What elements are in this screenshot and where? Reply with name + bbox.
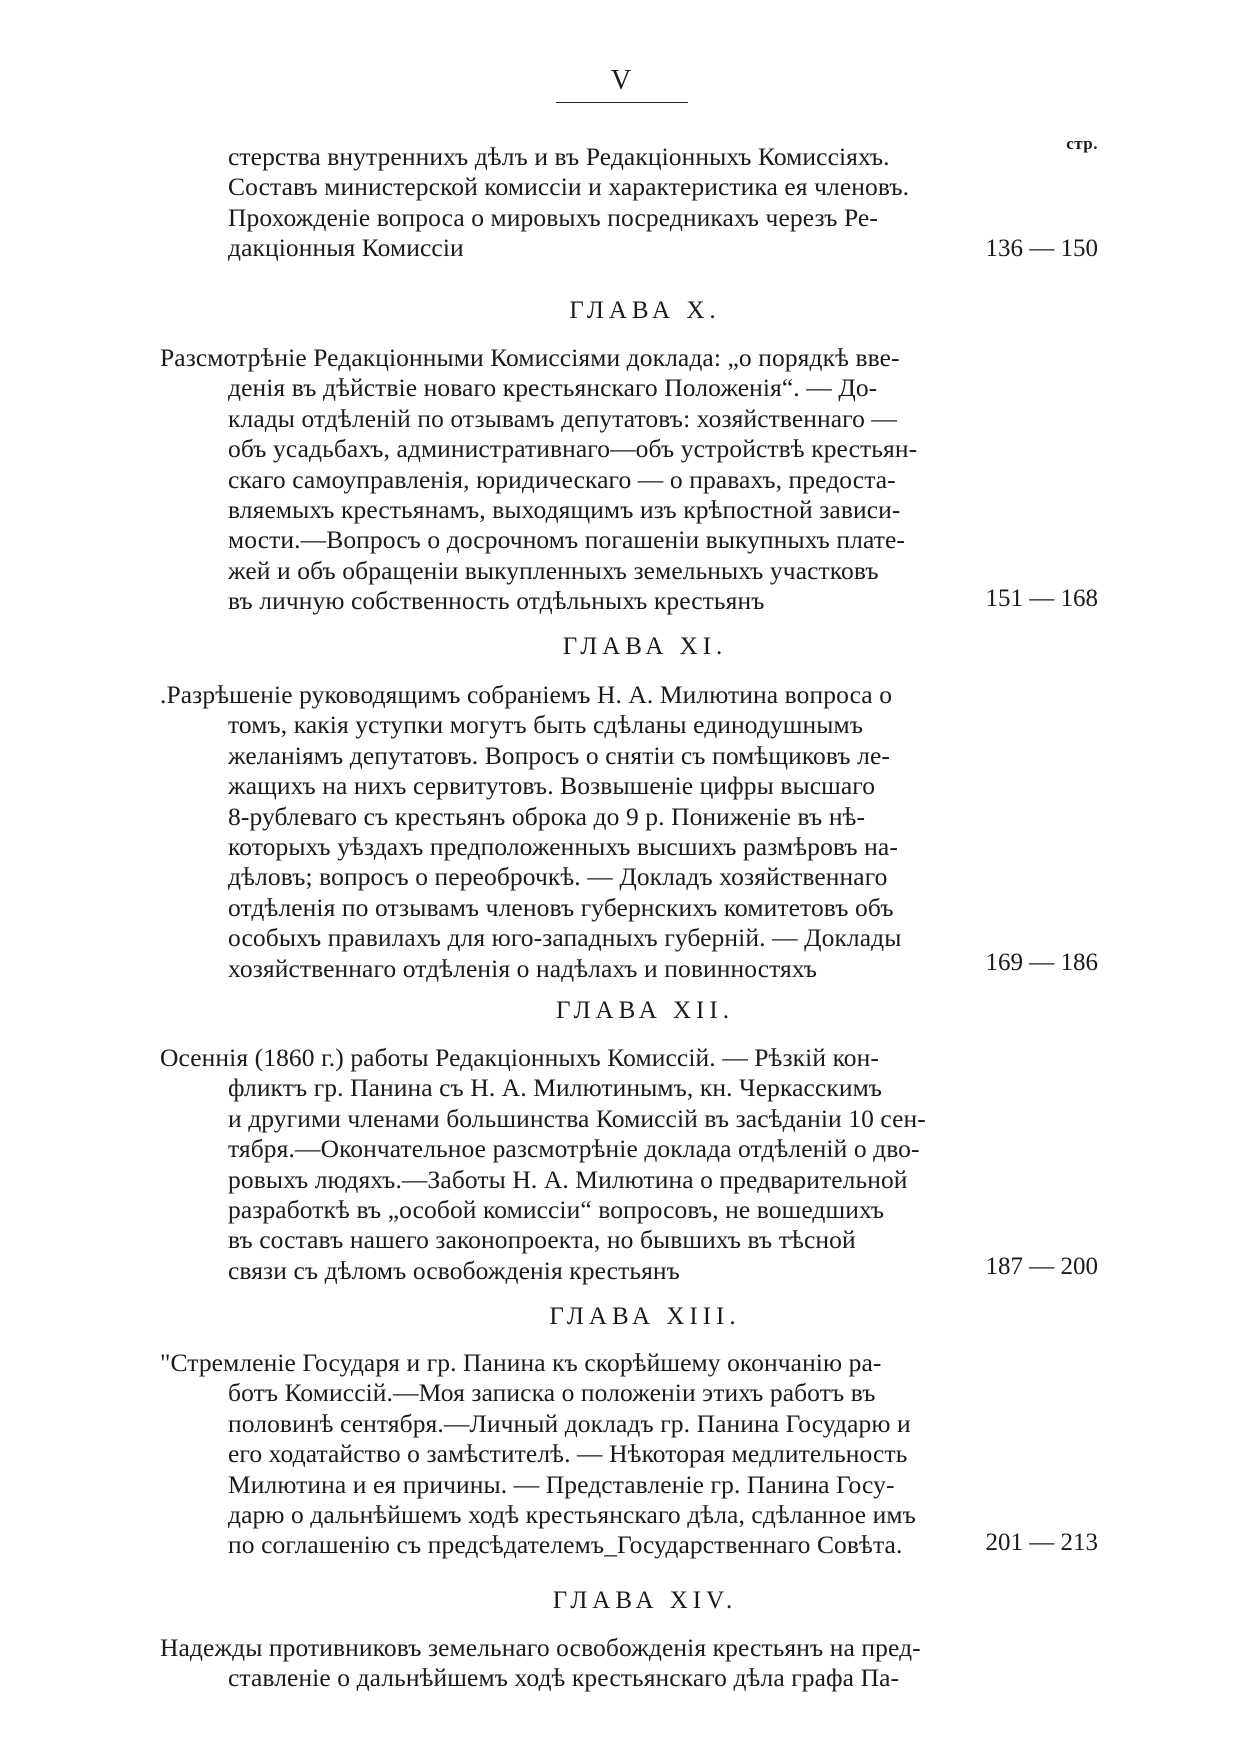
entry-line: объ усадьбахъ, административнаго—объ устройствѣ крестьян- [228,434,918,464]
toc-entry [160,1348,953,1561]
entry-line: скаго самоуправленія, юридическаго — о правахъ, предоста- [228,464,896,494]
entry-line: денія въ дѣйствіе новаго крестьянскаго Положенія“. — До- [228,373,878,403]
entry-line: которыхъ уѣздахъ предположенныхъ высшихъ размѣровъ на- [228,832,898,862]
entry-line: Надежды противниковъ земельнаго освобожденія крестьянъ на пред- [160,1633,921,1662]
entry-line: дакціонныя Комиссіи [228,233,464,263]
chapter-heading: ГЛАВА XIII. [549,1303,741,1330]
page-range: 201 — 213 [985,1529,1098,1556]
entry-line: жащихъ на нихъ сервитутовъ. Возвышеніе цифры высшаго [228,771,876,801]
entry-line: ставленіе о дальнѣйшемъ ходѣ крестьянскаго дѣла графа Па- [228,1663,900,1693]
page-range: 169 — 186 [985,949,1098,976]
entry-line: мости.—Вопросъ о досрочномъ погашеніи выкупныхъ плате- [228,525,905,555]
pages-column-label: стр. [1066,134,1098,153]
entry-line: разработкѣ въ „особой комиссіи“ вопросовъ, не вошедшихъ [228,1195,885,1225]
entry-line: отдѣленія по отзывамъ членовъ губернскихъ комитетовъ объ [228,892,894,922]
entry-line: ровыхъ людяхъ.—Заботы Н. А. Милютина о предварительной [228,1164,908,1194]
toc-entry [160,1633,953,1694]
entry-line: его ходатайство о замѣстителѣ. — Нѣкоторая медлительность [228,1439,908,1469]
entry-line: вляемыхъ крестьянамъ, выходящимъ изъ крѣпостной зависи- [228,495,901,525]
entry-line: дѣловъ; вопросъ о переоброчкѣ. — Докладъ хозяйственнаго [228,862,888,892]
chapter-heading: ГЛАВА XIV. [552,1587,738,1614]
entry-line: жей и объ обращеніи выкупленныхъ земельныхъ участковъ [228,555,879,585]
entry-line: Разсмотрѣніе Редакціонными Комиссіями доклада: „о порядкѣ вве- [160,343,900,372]
entry-line: по соглашенію съ предсѣдателемъ_Государственнаго Совѣта. [228,1530,903,1560]
entry-line: .Разрѣшеніе руководящимъ собраніемъ Н. А. Милютина вопроса о [160,680,893,709]
page-range: 151 — 168 [985,585,1098,612]
entry-line: Составъ министерской комиссіи и характеристика ея членовъ. [228,172,910,202]
entry-line: томъ, какія уступки могутъ быть сдѣланы единодушнымъ [228,710,864,740]
entry-line: хозяйственнаго отдѣленія о надѣлахъ и повинностяхъ [228,953,818,983]
entry-line: ботъ Комиссій.—Моя записка о положеніи этихъ работъ въ [228,1378,876,1408]
entry-line: фликтъ гр. Панина съ Н. А. Милютинымъ, кн. Черкасскимъ [228,1073,883,1103]
entry-line: стерства внутреннихъ дѣлъ и въ Редакціонныхъ Комиссіяхъ. [228,142,890,171]
page-number: V [610,65,632,96]
entry-line: особыхъ правилахъ для юго-западныхъ губерній. — Доклады [228,923,902,953]
entry-line: дарю о дальнѣйшемъ ходѣ крестьянскаго дѣла, сдѣланное имъ [228,1500,916,1530]
chapter-heading: ГЛАВА XI. [562,633,728,660]
entry-line: въ личную собственность отдѣльныхъ крестьянъ [228,586,765,616]
entry-line: 8-рублеваго съ крестьянъ оброка до 9 р. Пониженіе въ нѣ- [228,801,866,831]
toc-entry [160,680,953,984]
page-range: 136 — 150 [985,235,1098,262]
entry-line: желаніямъ депутатовъ. Вопросъ о снятіи съ помѣщиковъ ле- [228,740,890,770]
entry-line: Осеннія (1860 г.) работы Редакціонныхъ Комиссій. — Рѣзкій кон- [160,1043,879,1072]
entry-line: въ составъ нашего законопроекта, но бывшихъ въ тѣсной [228,1225,856,1255]
entry-line: и другими членами большинства Комиссій въ засѣданіи 10 сен- [228,1103,926,1133]
toc-entry [160,142,953,264]
chapter-heading: ГЛАВА XII. [556,997,734,1024]
entry-line: половинѣ сентября.—Личный докладъ гр. Панина Государю и [228,1408,911,1438]
entry-line: Прохожденіе вопроса о мировыхъ посредникахъ черезъ Ре- [228,202,878,232]
entry-line: клады отдѣленій по отзывамъ депутатовъ: хозяйственнаго — [228,403,898,433]
page-number-rule [556,102,688,103]
chapter-heading: ГЛАВА X. [569,297,721,324]
toc-entry [160,1043,953,1286]
entry-line: Милютина и ея причины. — Представленіе гр. Панина Госу- [228,1469,895,1499]
toc-entry [160,343,953,617]
entry-line: тября.—Окончательное разсмотрѣніе доклада отдѣленій о дво- [228,1134,920,1164]
page-range: 187 — 200 [985,1253,1098,1280]
entry-line: "Стремленіе Государя и гр. Панина къ скорѣйшему окончанію ра- [160,1348,882,1377]
entry-line: связи съ дѣломъ освобожденія крестьянъ [228,1255,680,1285]
